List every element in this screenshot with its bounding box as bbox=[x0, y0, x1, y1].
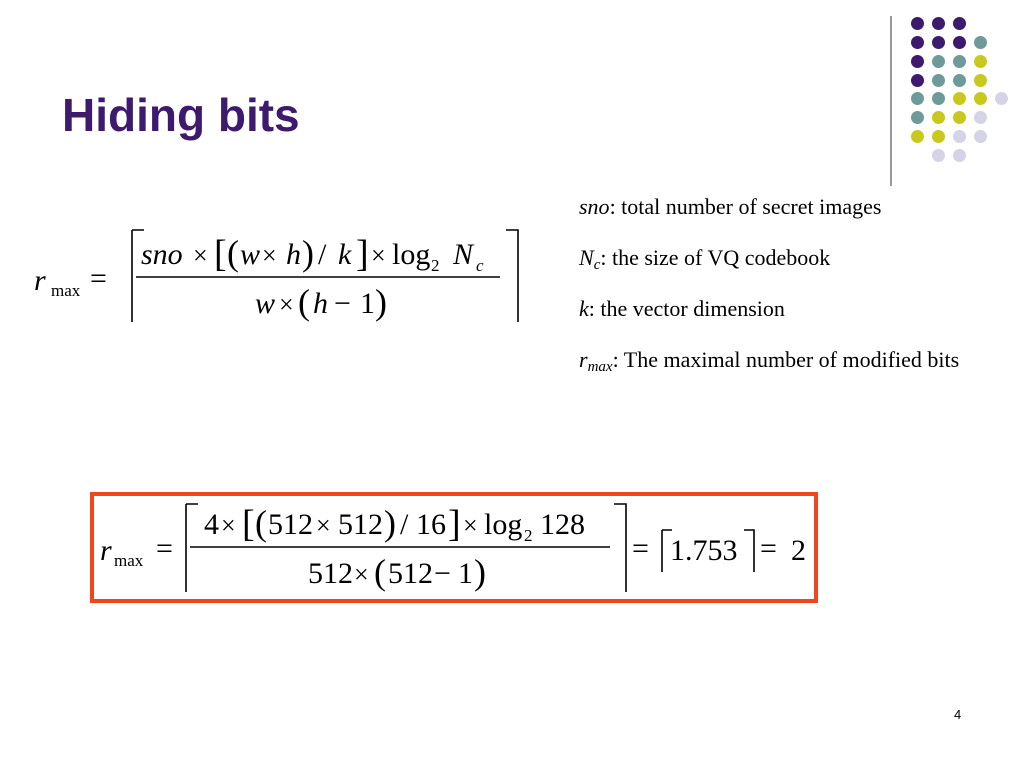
lhs-variable: r bbox=[34, 264, 46, 297]
lhs-subscript: max bbox=[114, 551, 144, 570]
right-ceiling-bracket bbox=[744, 530, 754, 572]
intermediate-value: 1.753 bbox=[670, 534, 738, 567]
definition-symbol: sno bbox=[579, 194, 610, 219]
lhs-subscript: max bbox=[51, 281, 81, 300]
times-sign: × bbox=[193, 241, 208, 270]
log-base: 2 bbox=[524, 526, 533, 545]
numerator-h: h bbox=[286, 238, 301, 271]
times-sign: × bbox=[354, 560, 369, 589]
lhs-variable: r bbox=[100, 534, 112, 567]
close-bracket: ] bbox=[356, 233, 369, 275]
open-paren: ( bbox=[227, 233, 239, 273]
definition-text: : total number of secret images bbox=[609, 194, 882, 219]
numerator-N: N bbox=[453, 238, 474, 271]
decorative-dot bbox=[932, 36, 945, 49]
formula-general bbox=[28, 222, 538, 332]
decorative-dot bbox=[911, 36, 924, 49]
decorative-divider bbox=[890, 16, 892, 186]
denominator-one: 1 bbox=[458, 557, 473, 590]
decorative-dot bbox=[953, 111, 966, 124]
right-ceiling-bracket bbox=[506, 230, 518, 322]
definition-nc bbox=[579, 244, 999, 271]
decorative-dot bbox=[932, 111, 945, 124]
decorative-dot bbox=[953, 149, 966, 162]
decorative-dot bbox=[911, 111, 924, 124]
times-sign: × bbox=[371, 241, 386, 270]
times-sign: × bbox=[463, 511, 478, 540]
close-paren: ) bbox=[384, 503, 396, 543]
denominator-h: h bbox=[313, 287, 328, 320]
page-number: 4 bbox=[954, 707, 962, 722]
definition-rmax bbox=[579, 346, 999, 373]
decorative-dot bbox=[932, 149, 945, 162]
numerator-512b: 512 bbox=[338, 508, 383, 541]
log-text: log bbox=[392, 238, 431, 271]
decorative-dot bbox=[932, 130, 945, 143]
result-value: 2 bbox=[791, 534, 806, 567]
decorative-dot bbox=[953, 92, 966, 105]
decorative-dot bbox=[911, 17, 924, 30]
definition-symbol: r bbox=[579, 347, 588, 372]
decorative-dot bbox=[911, 130, 924, 143]
times-sign: × bbox=[262, 241, 277, 270]
divide-slash: / bbox=[318, 238, 327, 271]
numerator-512a: 512 bbox=[268, 508, 313, 541]
open-paren: ( bbox=[255, 503, 267, 543]
equals-sign: = bbox=[632, 532, 649, 565]
decorative-dot bbox=[953, 130, 966, 143]
definition-text: : the size of VQ codebook bbox=[600, 245, 831, 270]
highlighted-result-box bbox=[90, 492, 818, 603]
definition-symbol: k bbox=[579, 296, 589, 321]
times-sign: × bbox=[279, 290, 294, 319]
denominator-one: 1 bbox=[360, 287, 375, 320]
open-paren: ( bbox=[298, 282, 310, 322]
decorative-dot bbox=[974, 130, 987, 143]
denominator-w: w bbox=[255, 287, 276, 320]
close-paren: ) bbox=[375, 282, 387, 322]
definitions-list bbox=[579, 193, 999, 373]
close-bracket: ] bbox=[448, 503, 461, 545]
numerator-N-subscript: c bbox=[476, 256, 484, 275]
open-paren: ( bbox=[374, 552, 386, 592]
numerator-sno: sno bbox=[141, 238, 183, 271]
definition-symbol-subscript: c bbox=[593, 257, 601, 273]
left-ceiling-bracket bbox=[186, 504, 198, 592]
decorative-dot bbox=[974, 74, 987, 87]
numerator-16: 16 bbox=[416, 508, 446, 541]
divide-slash: / bbox=[400, 508, 409, 541]
decorative-dot bbox=[953, 74, 966, 87]
definition-text: : the vector dimension bbox=[588, 296, 785, 321]
decorative-dot bbox=[953, 36, 966, 49]
open-bracket: [ bbox=[214, 233, 227, 275]
decorative-dot bbox=[911, 92, 924, 105]
close-paren: ) bbox=[474, 552, 486, 592]
slide-title: Hiding bits bbox=[62, 89, 300, 141]
decorative-dot bbox=[911, 74, 924, 87]
close-paren: ) bbox=[302, 233, 314, 273]
decorative-dot bbox=[974, 111, 987, 124]
minus-sign: − bbox=[334, 287, 351, 320]
times-sign: × bbox=[316, 511, 331, 540]
definition-symbol: N bbox=[579, 245, 594, 270]
decorative-dot bbox=[995, 92, 1008, 105]
times-sign: × bbox=[221, 511, 236, 540]
decorative-dot bbox=[974, 92, 987, 105]
decorative-dot bbox=[932, 17, 945, 30]
log-base: 2 bbox=[431, 256, 440, 275]
formula-numeric bbox=[94, 496, 814, 599]
right-ceiling-bracket bbox=[614, 504, 626, 592]
decorative-dot bbox=[953, 17, 966, 30]
decorative-dot bbox=[953, 55, 966, 68]
numerator-4: 4 bbox=[204, 508, 219, 541]
open-bracket: [ bbox=[242, 503, 255, 545]
definition-text: : The maximal number of modified bits bbox=[612, 347, 960, 372]
numerator-w: w bbox=[240, 238, 261, 271]
decorative-dot bbox=[911, 55, 924, 68]
decorative-dot bbox=[974, 55, 987, 68]
decorative-dot bbox=[932, 74, 945, 87]
definition-k bbox=[579, 295, 999, 322]
equals-sign: = bbox=[90, 262, 107, 295]
definition-symbol-subscript: max bbox=[587, 359, 613, 375]
denominator-512b: 512 bbox=[388, 557, 433, 590]
decorative-dot bbox=[932, 55, 945, 68]
numerator-128: 128 bbox=[540, 508, 585, 541]
definition-sno bbox=[579, 193, 999, 220]
denominator-512a: 512 bbox=[308, 557, 353, 590]
minus-sign: − bbox=[434, 557, 451, 590]
decorative-dot bbox=[932, 92, 945, 105]
decorative-dot bbox=[974, 36, 987, 49]
log-text: log bbox=[484, 508, 523, 541]
equals-sign: = bbox=[760, 532, 777, 565]
numerator-k: k bbox=[338, 238, 352, 271]
equals-sign: = bbox=[156, 532, 173, 565]
